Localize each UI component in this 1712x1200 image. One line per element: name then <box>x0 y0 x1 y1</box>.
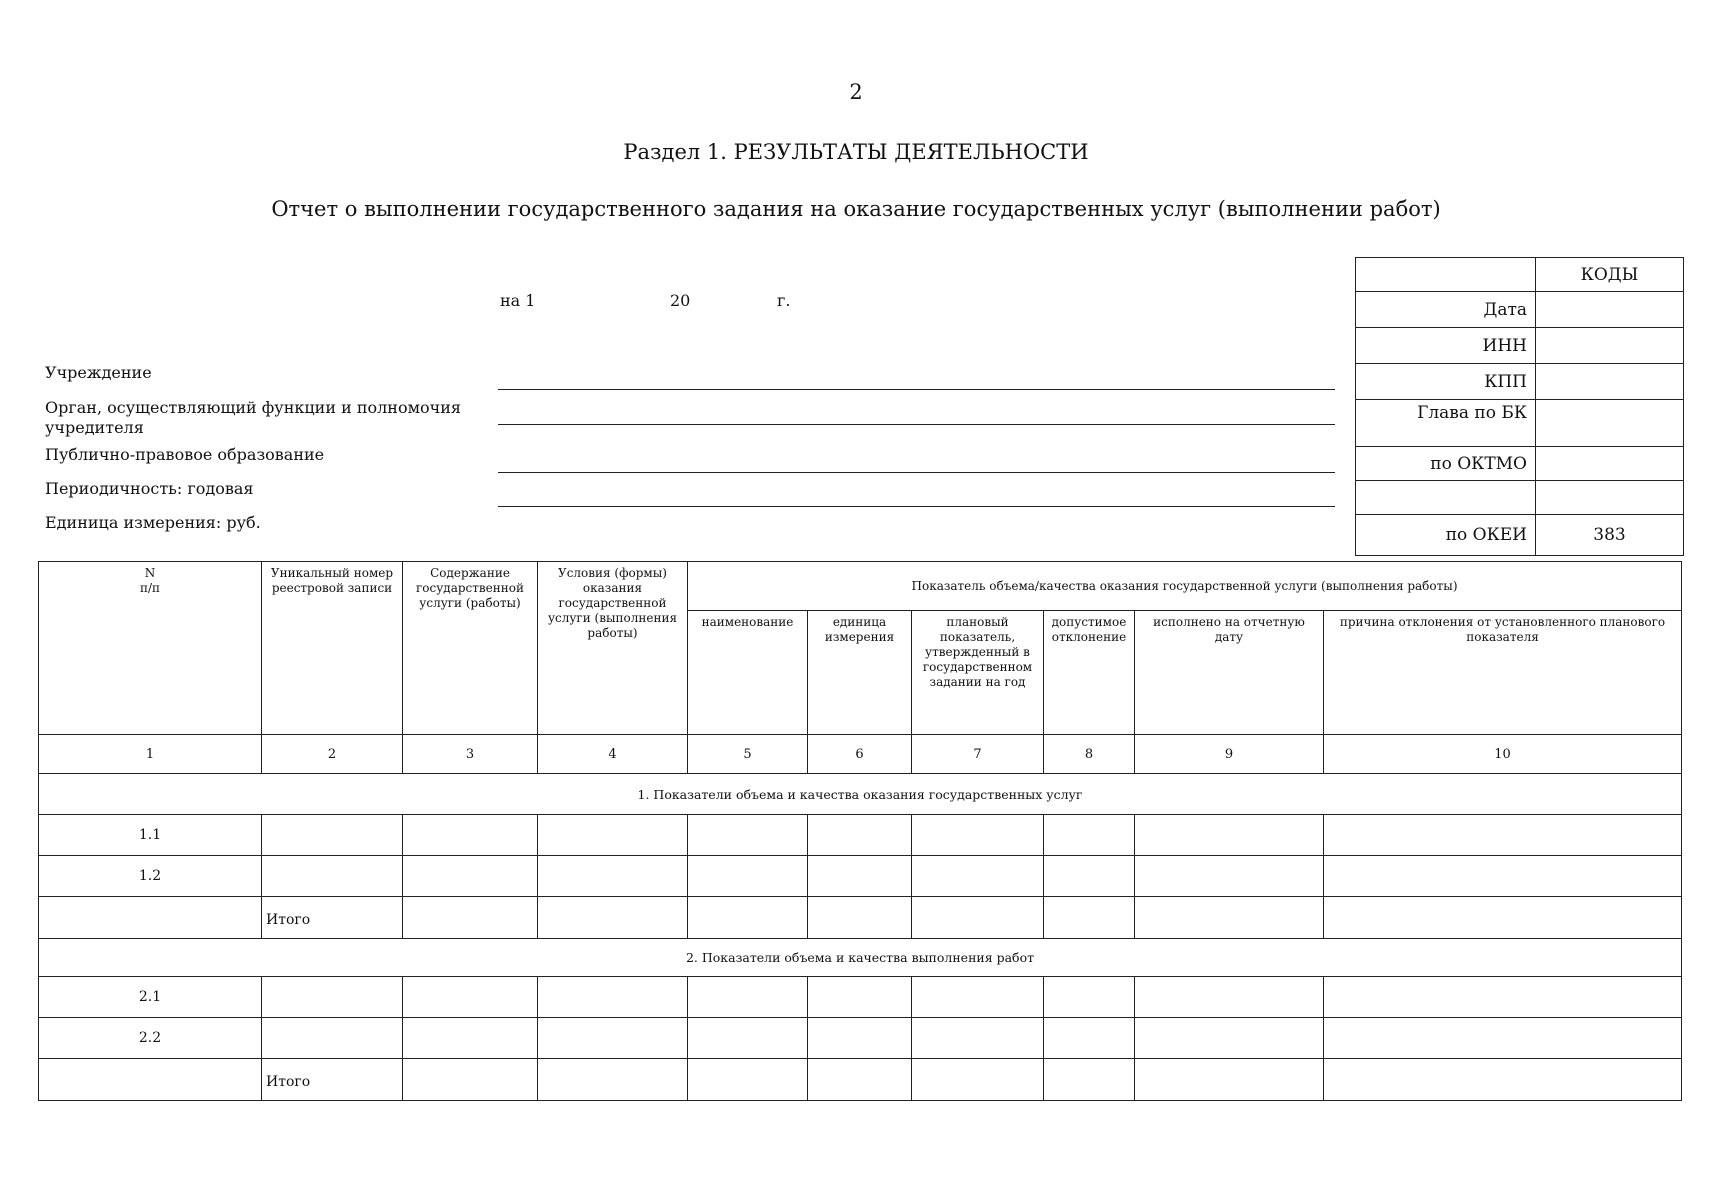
date-prefix: на 1 <box>500 291 536 310</box>
row-number: 1.2 <box>39 856 262 897</box>
date-year-suffix: г. <box>777 291 791 310</box>
public-entity-field-line[interactable] <box>498 472 1335 473</box>
table-cell[interactable] <box>912 977 1044 1018</box>
public-entity-label: Публично-правовое образование <box>45 445 325 464</box>
table-row <box>39 977 1682 1018</box>
institution-field-line[interactable] <box>498 389 1335 390</box>
column-number: 2 <box>262 735 403 774</box>
table-cell[interactable] <box>1044 1059 1135 1101</box>
table-cell[interactable] <box>538 1018 688 1059</box>
table-cell[interactable] <box>262 815 403 856</box>
column-number: 10 <box>1324 735 1682 774</box>
column-number: 9 <box>1135 735 1324 774</box>
codes-table <box>1355 257 1684 556</box>
table-cell[interactable] <box>1135 815 1324 856</box>
table-row <box>39 856 1682 897</box>
table-cell[interactable] <box>538 815 688 856</box>
code-value-glava-bk[interactable] <box>1536 400 1684 447</box>
founder-label-line2: учредителя <box>45 418 144 437</box>
code-label: Дата <box>1356 292 1536 328</box>
total-row <box>39 897 1682 939</box>
table-cell[interactable] <box>808 1059 912 1101</box>
code-label-blank <box>1356 481 1536 515</box>
col-header-name: наименование <box>688 611 808 735</box>
table-cell[interactable] <box>808 856 912 897</box>
col-header-number: N п/п <box>39 562 262 735</box>
code-label: по ОКЕИ <box>1356 515 1536 556</box>
table-cell[interactable] <box>403 1059 538 1101</box>
codes-header: КОДЫ <box>1536 258 1684 292</box>
section2-title: 2. Показатели объема и качества выполнения работ <box>39 939 1682 977</box>
code-value-oktmo[interactable] <box>1536 447 1684 481</box>
col-header-unit: единица измерения <box>808 611 912 735</box>
column-number: 5 <box>688 735 808 774</box>
section1-title: 1. Показатели объема и качества оказания государственных услуг <box>39 774 1682 815</box>
table-cell[interactable] <box>912 1018 1044 1059</box>
table-cell[interactable] <box>1324 897 1682 939</box>
table-cell[interactable] <box>262 977 403 1018</box>
table-cell[interactable] <box>1324 1018 1682 1059</box>
codes-header-blank <box>1356 258 1536 292</box>
col-header-executed: исполнено на отчетную дату <box>1135 611 1324 735</box>
table-cell[interactable] <box>1135 1059 1324 1101</box>
code-value-okei: 383 <box>1536 515 1684 556</box>
code-label: по ОКТМО <box>1356 447 1536 481</box>
group-header-indicator: Показатель объема/качества оказания государственной услуги (выполнения работы) <box>688 562 1682 611</box>
table-cell[interactable] <box>912 815 1044 856</box>
column-number: 7 <box>912 735 1044 774</box>
code-value-date[interactable] <box>1536 292 1684 328</box>
total-label: Итого <box>262 897 403 939</box>
table-cell <box>39 1059 262 1101</box>
table-cell[interactable] <box>1135 977 1324 1018</box>
total-row <box>39 1059 1682 1101</box>
date-year-prefix: 20 <box>670 291 691 310</box>
table-cell[interactable] <box>403 815 538 856</box>
periodicity-field-line[interactable] <box>498 506 1335 507</box>
table-cell[interactable] <box>808 897 912 939</box>
table-cell[interactable] <box>688 815 808 856</box>
table-cell[interactable] <box>688 1018 808 1059</box>
table-cell <box>39 897 262 939</box>
col-header-registry: Уникальный номер реестровой записи <box>262 562 403 735</box>
row-number: 2.2 <box>39 1018 262 1059</box>
table-row <box>39 1018 1682 1059</box>
founder-label-line1: Орган, осуществляющий функции и полномочия <box>45 398 461 417</box>
table-cell[interactable] <box>1324 856 1682 897</box>
table-cell[interactable] <box>1044 1018 1135 1059</box>
table-cell[interactable] <box>403 977 538 1018</box>
table-cell[interactable] <box>538 856 688 897</box>
table-cell[interactable] <box>808 977 912 1018</box>
table-cell[interactable] <box>538 1059 688 1101</box>
column-number: 8 <box>1044 735 1135 774</box>
code-value-inn[interactable] <box>1536 328 1684 364</box>
table-cell[interactable] <box>1324 977 1682 1018</box>
col-header-planned: плановый показатель, утвержденный в государственном задании на год <box>912 611 1044 735</box>
section-title: Раздел 1. РЕЗУЛЬТАТЫ ДЕЯТЕЛЬНОСТИ <box>623 140 1089 164</box>
code-label: ИНН <box>1356 328 1536 364</box>
table-cell[interactable] <box>1324 815 1682 856</box>
table-cell[interactable] <box>912 1059 1044 1101</box>
table-cell[interactable] <box>403 897 538 939</box>
code-label: Глава по БК <box>1356 400 1536 447</box>
results-table <box>38 561 1682 1101</box>
column-number: 1 <box>39 735 262 774</box>
code-label: КПП <box>1356 364 1536 400</box>
table-cell[interactable] <box>912 897 1044 939</box>
column-number: 6 <box>808 735 912 774</box>
col-header-allowed-deviation: допустимое отклонение <box>1044 611 1135 735</box>
report-title: Отчет о выполнении государственного задания на оказание государственных услуг (выполнении работ) <box>271 197 1441 221</box>
table-cell[interactable] <box>1135 1018 1324 1059</box>
table-cell[interactable] <box>688 977 808 1018</box>
table-cell[interactable] <box>403 856 538 897</box>
code-value-blank[interactable] <box>1536 481 1684 515</box>
col-header-conditions: Условия (формы) оказания государственной услуги (выполнения работы) <box>538 562 688 735</box>
code-value-kpp[interactable] <box>1536 364 1684 400</box>
founder-field-line[interactable] <box>498 424 1335 425</box>
table-cell[interactable] <box>262 1018 403 1059</box>
table-cell[interactable] <box>808 1018 912 1059</box>
table-cell[interactable] <box>688 1059 808 1101</box>
table-cell[interactable] <box>403 1018 538 1059</box>
row-number: 2.1 <box>39 977 262 1018</box>
table-cell[interactable] <box>538 977 688 1018</box>
table-cell[interactable] <box>1135 897 1324 939</box>
table-cell[interactable] <box>1044 977 1135 1018</box>
table-row <box>39 815 1682 856</box>
total-label: Итого <box>262 1059 403 1101</box>
table-cell[interactable] <box>1044 856 1135 897</box>
periodicity-label: Периодичность: годовая <box>45 479 254 498</box>
table-cell[interactable] <box>262 856 403 897</box>
col-header-content: Содержание государственной услуги (работы) <box>403 562 538 735</box>
column-number: 3 <box>403 735 538 774</box>
table-cell[interactable] <box>912 856 1044 897</box>
table-cell[interactable] <box>1044 897 1135 939</box>
col-header-deviation-reason: причина отклонения от установленного планового показателя <box>1324 611 1682 735</box>
table-cell[interactable] <box>688 856 808 897</box>
table-cell[interactable] <box>1044 815 1135 856</box>
unit-label: Единица измерения: руб. <box>45 513 261 532</box>
row-number: 1.1 <box>39 815 262 856</box>
table-cell[interactable] <box>808 815 912 856</box>
column-number: 4 <box>538 735 688 774</box>
table-cell[interactable] <box>1324 1059 1682 1101</box>
table-cell[interactable] <box>688 897 808 939</box>
table-cell[interactable] <box>1135 856 1324 897</box>
page-number: 2 <box>849 80 863 104</box>
table-cell[interactable] <box>538 897 688 939</box>
institution-label: Учреждение <box>45 363 152 382</box>
